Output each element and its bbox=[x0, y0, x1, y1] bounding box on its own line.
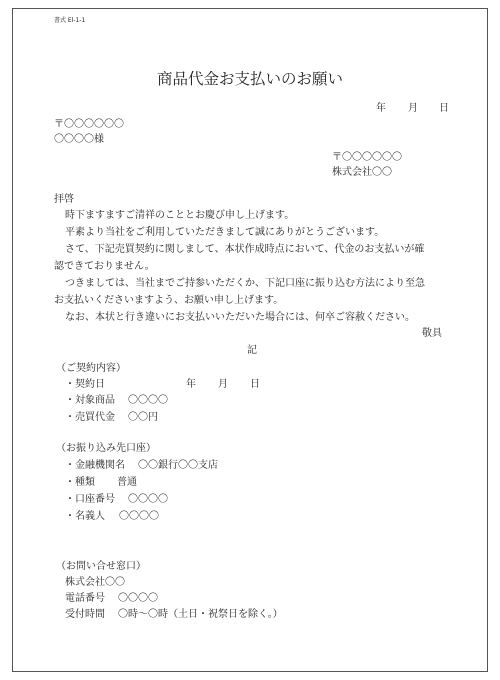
contact-hours-value: 〇時～〇時（土日・祝祭日を除く。） bbox=[118, 609, 283, 620]
ki-marker: 記 bbox=[247, 345, 257, 356]
bank-holder-value: 〇〇〇〇 bbox=[119, 511, 159, 522]
body-line: なお、本状と行き違いにお支払いいただいた場合には、何卒ご容赦ください。 bbox=[65, 312, 415, 323]
bank-institution-value: 〇〇銀行〇〇支店 bbox=[138, 460, 218, 471]
body-line: お支払いくださいますよう、お願い申し上げます。 bbox=[54, 295, 284, 306]
contract-product-label: ・対象商品 bbox=[65, 395, 115, 406]
contract-price-value: 〇〇円 bbox=[128, 412, 158, 423]
contact-phone-label: 電話番号 bbox=[65, 593, 105, 604]
form-number: 書式 El-1-1 bbox=[54, 17, 86, 24]
bank-type-label: ・種類 bbox=[65, 477, 95, 488]
contact-hours-label: 受付時間 bbox=[65, 609, 105, 620]
contact-heading: （お問い合せ窓口） bbox=[56, 561, 146, 572]
contract-date-day: 日 bbox=[250, 379, 260, 390]
body-line: つきましては、当社までご持参いただくか、下記口座に振り込む方法により至急 bbox=[65, 278, 425, 289]
sender-company: 株式会社〇〇 bbox=[332, 167, 392, 178]
bank-institution-label: ・金融機関名 bbox=[65, 460, 125, 471]
contact-company: 株式会社〇〇 bbox=[65, 577, 125, 588]
date-day: 日 bbox=[439, 103, 449, 114]
document-page bbox=[12, 8, 488, 672]
body-line: 認できておりません。 bbox=[54, 261, 155, 272]
contract-heading: （ご契約内容） bbox=[56, 363, 126, 374]
closing: 敬具 bbox=[422, 328, 442, 339]
recipient-postal: 〒〇〇〇〇〇〇 bbox=[54, 119, 124, 130]
date-month: 月 bbox=[408, 103, 418, 114]
sender-postal: 〒〇〇〇〇〇〇 bbox=[332, 152, 402, 163]
contract-date-label: ・契約日 bbox=[65, 379, 105, 390]
body-line: 時下ますますご清祥のこととお慶び申し上げます。 bbox=[65, 210, 295, 221]
recipient-name: 〇〇〇〇様 bbox=[54, 134, 104, 145]
date-year: 年 bbox=[376, 103, 386, 114]
document-title: 商品代金お支払いのお願い bbox=[156, 70, 343, 88]
body-line: さて、下記売買契約に関しまして、本状作成時点において、代金のお支払いが確 bbox=[65, 244, 425, 255]
contact-phone-value: 〇〇〇〇 bbox=[118, 593, 158, 604]
contract-product-value: 〇〇〇〇 bbox=[128, 395, 168, 406]
greeting: 拝啓 bbox=[54, 194, 74, 205]
body-line: 平素より当社をご利用していただきまして誠にありがとうございます。 bbox=[65, 227, 385, 238]
bank-account-value: 〇〇〇〇 bbox=[128, 494, 168, 505]
bank-holder-label: ・名義人 bbox=[65, 511, 105, 522]
bank-heading: （お振り込み先口座） bbox=[56, 443, 156, 454]
contract-price-label: ・売買代金 bbox=[65, 412, 115, 423]
contract-date-month: 月 bbox=[218, 379, 228, 390]
bank-type-value: 普通 bbox=[117, 477, 137, 488]
contract-date-year: 年 bbox=[186, 379, 196, 390]
bank-account-label: ・口座番号 bbox=[65, 494, 115, 505]
